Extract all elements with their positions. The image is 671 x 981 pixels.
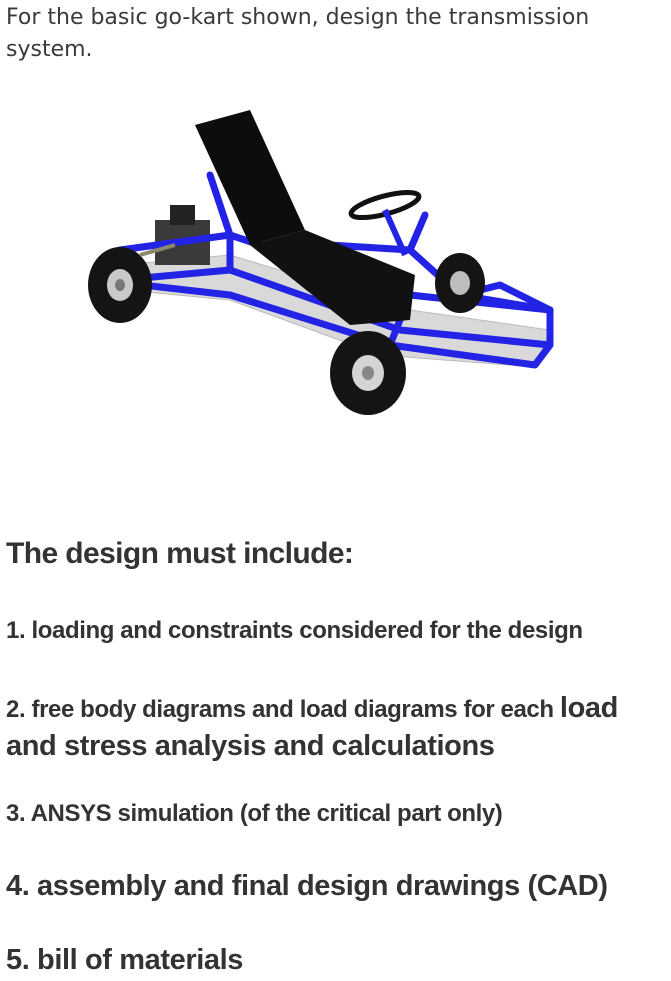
requirements-heading: The design must include: bbox=[6, 537, 354, 570]
requirement-item: 5. bill of materials bbox=[6, 944, 243, 976]
requirement-item: 3. ANSYS simulation (of the critical part only) bbox=[6, 800, 503, 827]
kart-front-wheel-far bbox=[435, 253, 485, 313]
go-kart-illustration bbox=[80, 105, 570, 425]
kart-steering-wheel bbox=[349, 187, 421, 223]
kart-front-wheel-near bbox=[330, 331, 406, 415]
requirement-text: and stress analysis and calculations bbox=[6, 730, 495, 762]
requirement-item bbox=[6, 690, 671, 766]
kart-rear-wheel bbox=[88, 247, 152, 323]
requirement-text: 2. free body diagrams and load diagrams for each bbox=[6, 696, 554, 723]
requirement-item: 4. assembly and final design drawings (CAD) bbox=[6, 870, 608, 902]
requirement-text: load bbox=[559, 692, 618, 724]
question-prompt: For the basic go-kart shown, design the transmission system. bbox=[6, 5, 590, 62]
requirement-item: 1. loading and constraints considered for the design bbox=[6, 617, 583, 644]
